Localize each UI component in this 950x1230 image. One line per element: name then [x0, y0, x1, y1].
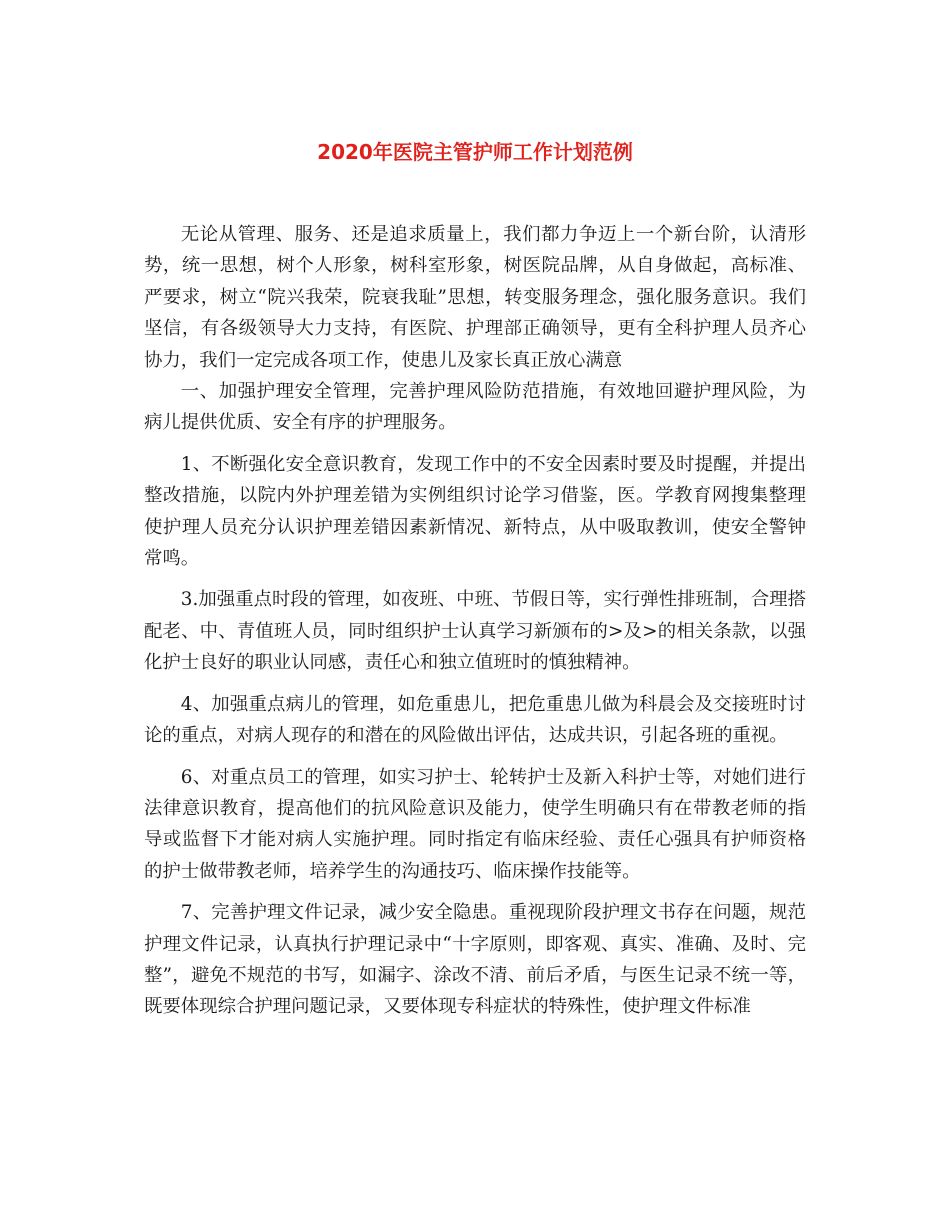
- document-body: [144, 219, 806, 1033]
- paragraph-item-4: 4、加强重点病儿的管理，如危重患儿，把危重患儿做为科晨会及交接班时讨论的重点，对病人现存的和潜在的风险做出评估，达成共识，引起各班的重视。: [144, 693, 806, 747]
- paragraph-intro: 无论从管理、服务、还是追求质量上，我们都力争迈上一个新台阶，认清形势，统一思想，树个人形象，树科室形象，树医院品牌，从自身做起，高标准、严要求，树立“院兴我荣，院衰我耻”思想，转变服务理念，强化服务意识。我们坚信，有各级领导大力支持，有医院、护理部正确领导，更有全科护理人员齐心协力，我们一定完成各项工作，使患儿及家长真正放心满意: [144, 224, 806, 371]
- paragraph-section-1: 一、加强护理安全管理，完善护理风险防范措施，有效地回避护理风险，为病儿提供优质、安全有序的护理服务。: [144, 381, 806, 434]
- document-title: 2020年医院主管护师工作计划范例: [317, 140, 633, 164]
- paragraph-item-7: 7、完善护理文件记录，减少安全隐患。重视现阶段护理文书存在问题，规范护理文件记录，认真执行护理记录中“十字原则，即客观、真实、准确、及时、完整”，避免不规范的书写，如漏字、涂改不清、前后矛盾，与医生记录不统一等，既要体现综合护理问题记录，又要体现专科症状的特殊性，使护理文件标准: [144, 902, 806, 1018]
- paragraph-item-3: 3.加强重点时段的管理，如夜班、中班、节假日等，实行弹性排班制，合理搭配老、中、青值班人员，同时组织护士认真学习新颁布的>及>的相关条款，以强化护士良好的职业认同感，责任心和独立值班时的慎独精神。: [144, 589, 806, 674]
- paragraph-item-1: 1、不断强化安全意识教育，发现工作中的不安全因素时要及时提醒，并提出整改措施，以院内外护理差错为实例组织讨论学习借鉴，医。学教育网搜集整理使护理人员充分认识护理差错因素新情况、新特点，从中吸取教训，使安全警钟常鸣。: [144, 453, 806, 570]
- paragraph-item-6: 6、对重点员工的管理，如实习护士、轮转护士及新入科护士等，对她们进行法律意识教育，提高他们的抗风险意识及能力，使学生明确只有在带教老师的指导或监督下才能对病人实施护理。同时指定有临床经验、责任心强具有护师资格的护士做带教老师，培养学生的沟通技巧、临床操作技能等。: [144, 766, 806, 882]
